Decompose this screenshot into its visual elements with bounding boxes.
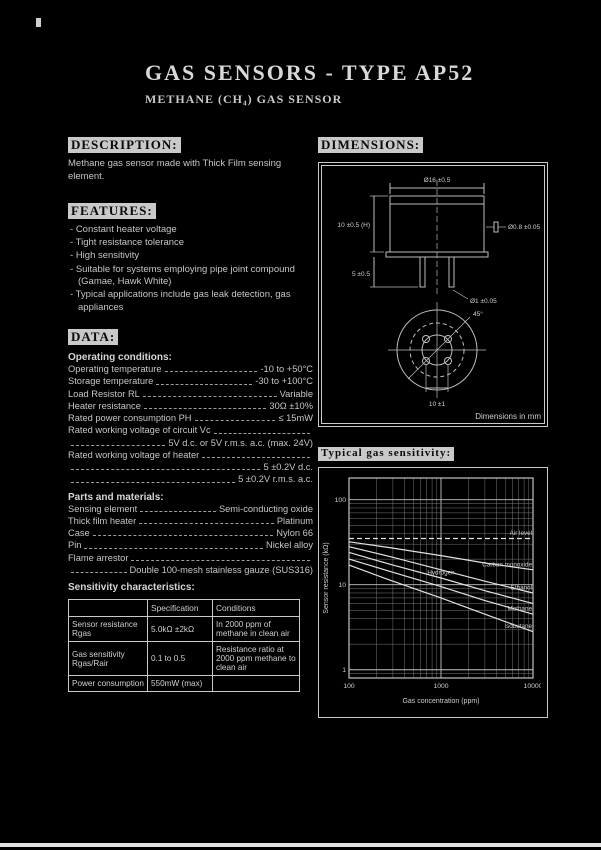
dotted-leader [93, 535, 274, 536]
svg-text:Ethanol: Ethanol [510, 584, 532, 592]
sensitivity-graph-box [318, 467, 548, 718]
dotted-leader [131, 560, 310, 561]
feature-item: - Suitable for systems employing pipe joint compound (Gamae, Hawk White) [68, 264, 313, 289]
parts-line-value: Nickel alloy [265, 540, 313, 551]
dim-label-height: 10 ±0.5 (H) [337, 222, 370, 229]
dotted-leader [143, 396, 277, 397]
data-line-value: 5 ±0.2V d.c. [263, 462, 313, 473]
table-cell-cond: In 2000 ppm of methane in clean air [213, 617, 300, 642]
parts-line-value: Semi-conducting oxide [218, 503, 313, 514]
svg-text:1: 1 [342, 667, 346, 674]
parts-line-label: Sensing element [68, 503, 138, 514]
data-line [68, 363, 313, 375]
data-line-value: Variable [279, 388, 313, 399]
parts-line-label: Case [68, 528, 90, 539]
svg-text:Isobutane: Isobutane [504, 623, 532, 631]
data-line-value: 5V d.c. or 5V r.m.s. a.c. (max. 24V) [168, 437, 313, 448]
parts-line [68, 515, 313, 527]
dotted-leader [71, 445, 165, 446]
data-line [68, 388, 313, 400]
right-column [318, 136, 548, 718]
dotted-leader [165, 371, 258, 372]
dotted-leader [195, 420, 276, 421]
dotted-leader [71, 482, 235, 483]
parts-line-value: Platinum [276, 515, 313, 526]
table-cell-name: Power consumption [69, 676, 148, 692]
dotted-leader [84, 548, 263, 549]
dotted-leader [156, 384, 252, 385]
table-cell-cond [213, 676, 300, 692]
table-cell-spec: 5.0kΩ ±2kΩ [148, 617, 213, 642]
data-line [68, 473, 313, 485]
left-column [68, 136, 313, 692]
parts-line [68, 564, 313, 576]
data-line-label: Load Resistor RL [68, 388, 140, 399]
table-row [69, 676, 300, 692]
data-line [68, 437, 313, 449]
title-block [145, 60, 545, 107]
table-header-blank [69, 600, 148, 617]
page-title: GAS SENSORS - TYPE AP52 [145, 60, 475, 85]
feature-item: - High sensitivity [68, 250, 313, 262]
parts-line [68, 552, 313, 564]
dotted-leader [140, 511, 216, 512]
dim-label-pin-tip: Ø1 ±0.05 [470, 298, 497, 305]
sensitivity-chart [319, 470, 541, 710]
data-line-value: -10 to +50°C [260, 364, 313, 375]
dim-label-pin-diameter: Ø0.8 ±0.05 [508, 224, 541, 231]
data-line-value: 30Ω ±10% [269, 400, 313, 411]
table-header-conditions: Conditions [213, 600, 300, 617]
data-line [68, 400, 313, 412]
dotted-leader [144, 408, 267, 409]
parts-line-label: Pin [68, 540, 82, 551]
data-heading: DATA: [68, 329, 118, 345]
data-line [68, 449, 313, 461]
parts-materials-heading: Parts and materials: [68, 491, 164, 503]
parts-line [68, 527, 313, 539]
parts-line [68, 503, 313, 515]
parts-line-value: Nylon 66 [276, 528, 313, 539]
graph-heading: Typical gas sensitivity: [318, 447, 454, 461]
parts-line-label: Thick film heater [68, 515, 137, 526]
svg-text:Carbon monoxide: Carbon monoxide [482, 561, 532, 569]
svg-text:Hydrogen: Hydrogen [427, 569, 455, 577]
svg-text:Gas concentration (ppm): Gas concentration (ppm) [402, 698, 480, 705]
dim-label-pin-length: 5 ±0.5 [351, 271, 370, 278]
data-line [68, 461, 313, 473]
dim-label-angle: 45° [473, 311, 483, 318]
data-line-label: Operating temperature [68, 364, 162, 375]
data-line-label: Rated working voltage of circuit Vc [68, 425, 211, 436]
table-cell-spec: 550mW (max) [148, 676, 213, 692]
sensor-dimension-drawing [322, 166, 544, 418]
feature-item: - Typical applications include gas leak detection, gas appliances [68, 289, 313, 314]
svg-text:1000: 1000 [433, 683, 449, 690]
data-line-label: Heater resistance [68, 400, 141, 411]
svg-text:10000: 10000 [523, 683, 541, 690]
data-line-label: Rated working voltage of heater [68, 449, 200, 460]
description-body: Methane gas sensor made with Thick Film sensing element. [68, 158, 282, 182]
dimensions-unit-note: Dimensions in mm [475, 412, 541, 421]
svg-text:Air level: Air level [509, 530, 532, 537]
parts-line-label: Flame arrestor [68, 552, 129, 563]
svg-text:Methane: Methane [507, 605, 532, 613]
svg-text:10: 10 [338, 581, 346, 589]
data-line-value: -30 to +100°C [255, 376, 313, 387]
scan-artifact-bottom [0, 843, 601, 847]
dotted-leader [139, 523, 274, 524]
operating-conditions-heading: Operating conditions: [68, 352, 172, 364]
table-header-row [69, 600, 300, 617]
table-cell-spec: 0.1 to 0.5 [148, 642, 213, 676]
data-line [68, 375, 313, 387]
dotted-leader [71, 572, 127, 573]
scan-artifact-top [36, 18, 41, 27]
table-cell-cond: Resistance ratio at 2000 ppm methane to clean air [213, 642, 300, 676]
feature-item: - Tight resistance tolerance [68, 237, 313, 249]
dim-label-pin-pitch: 10 ±1 [428, 401, 446, 408]
dotted-leader [71, 469, 260, 470]
data-line-label: Storage temperature [68, 376, 154, 387]
data-line [68, 412, 313, 424]
data-line-value: ≤ 15mW [278, 413, 313, 424]
page-subtitle: METHANE (CH₄) GAS SENSOR [145, 92, 343, 106]
data-line-label: Rated power consumption PH [68, 413, 192, 424]
dim-label-top-diameter: Ø16 ±0.5 [423, 177, 451, 184]
table-cell-name: Gas sensitivity Rgas/Rair [69, 642, 148, 676]
dimensions-box [318, 162, 548, 427]
features-heading: FEATURES: [68, 203, 156, 219]
description-heading: DESCRIPTION: [68, 137, 181, 153]
dotted-leader [202, 457, 310, 458]
data-line-value: 5 ±0.2V r.m.s. a.c. [238, 474, 313, 485]
sensitivity-characteristics-heading: Sensitivity characteristics: [68, 582, 195, 594]
svg-text:100: 100 [343, 683, 355, 690]
table-row [69, 617, 300, 642]
dotted-leader [214, 433, 310, 434]
dimensions-heading: DIMENSIONS: [318, 137, 423, 153]
parts-line [68, 539, 313, 551]
parts-line-value: Double 100-mesh stainless gauze (SUS316) [129, 565, 313, 576]
feature-item: - Constant heater voltage [68, 224, 313, 236]
dimensions-box-inner [321, 165, 545, 424]
table-header-specification: Specification [148, 600, 213, 617]
table-cell-name: Sensor resistance Rgas [69, 617, 148, 642]
data-line [68, 424, 313, 436]
svg-text:100: 100 [334, 496, 346, 504]
svg-text:Sensor resistance (kΩ): Sensor resistance (kΩ) [323, 542, 330, 614]
sensitivity-table [68, 599, 300, 692]
table-row [69, 642, 300, 676]
